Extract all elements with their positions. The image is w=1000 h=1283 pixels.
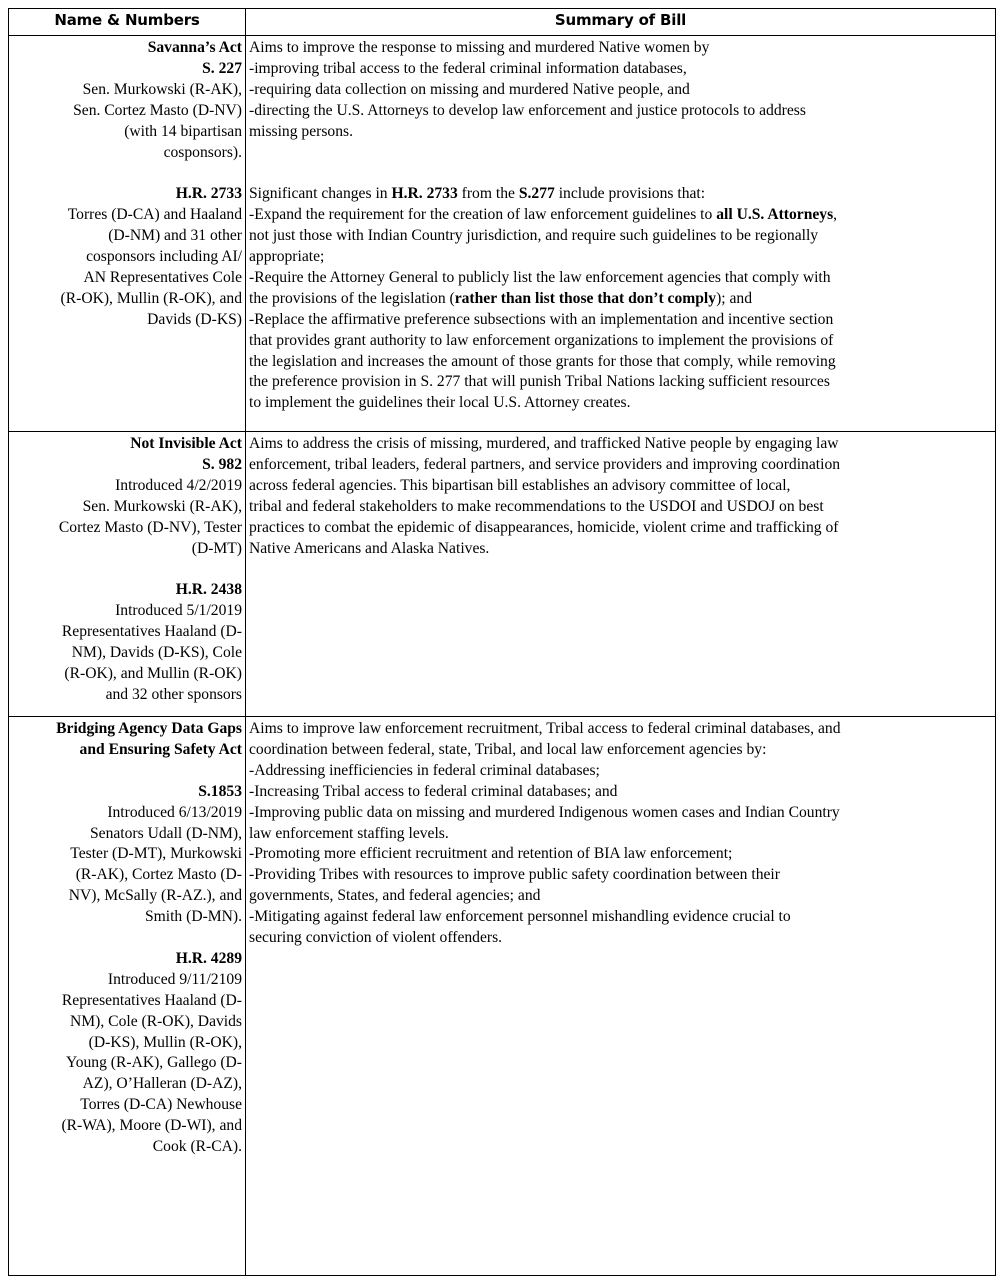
bill-names-cell (9, 717, 246, 1276)
bill-summary-cell (246, 717, 996, 1276)
sponsor-line: (R-OK), Mullin (R-OK), and (60, 289, 242, 307)
summary-line (249, 247, 992, 268)
text-segment: law enforcement staffing levels. (249, 824, 449, 842)
text-segment: -directing the U.S. Attorneys to develop law enforcement and justice protocols to address (249, 101, 806, 119)
summary-line (249, 928, 992, 949)
text-segment: ); and (716, 289, 753, 307)
text-segment: enforcement, tribal leaders, federal partners, and service providers and improving coordination (249, 455, 841, 473)
text-segment: Native Americans and Alaska Natives. (249, 539, 490, 557)
text-segment: Significant changes in (249, 185, 392, 203)
text-segment: securing conviction of violent offenders. (249, 929, 503, 947)
text-segment: -Promoting more efficient recruitment and retention of BIA law enforcement; (249, 845, 733, 863)
text-segment: that provides grant authority to law enforcement organizations to implement the provisions of (249, 331, 834, 349)
sponsor-line: (D-MT) (191, 539, 242, 557)
summary-line (249, 886, 992, 907)
text-segment: practices to combat the epidemic of disappearances, homicide, violent crime and trafficking of (249, 518, 839, 536)
sponsor-line: Senators Udall (D-NM), (89, 824, 242, 842)
bill-title-line: H.R. 2733 (175, 185, 242, 203)
summary-line (249, 122, 992, 143)
sponsor-line: Cortez Masto (D-NV), Tester (58, 518, 242, 536)
spacer (12, 928, 242, 949)
sponsor-line: NM), Davids (D-KS), Cole (71, 644, 242, 662)
text-segment: governments, States, and federal agencies; and (249, 887, 541, 905)
sponsor-line: Torres (D-CA) and Haaland (67, 206, 242, 224)
text-segment: -Expand the requirement for the creation of law enforcement guidelines to (249, 206, 717, 224)
sponsor-line: (R-AK), Cortez Masto (D- (75, 866, 242, 884)
sponsor-line: Sen. Murkowski (R-AK), (82, 497, 242, 515)
summary-line (249, 740, 992, 761)
sponsor-line: Sen. Murkowski (R-AK), (82, 80, 242, 98)
summary-line (249, 372, 992, 393)
sponsor-line: Smith (D-MN). (144, 908, 242, 926)
summary-line (249, 844, 992, 865)
summary-line (249, 761, 992, 782)
header-summary-of-bill: Summary of Bill (246, 9, 996, 36)
bill-title-line: and Ensuring Safety Act (79, 740, 242, 758)
summary-line (249, 824, 992, 845)
summary-line (249, 497, 992, 518)
spacer (12, 163, 242, 184)
summary-line (249, 38, 992, 59)
text-segment: -improving tribal access to the federal criminal information databases, (249, 59, 687, 77)
text-segment: tribal and federal stakeholders to make recommendations to the USDOI and USDOJ on best (249, 497, 824, 515)
sponsor-line: Davids (D-KS) (147, 310, 242, 328)
text-segment: -requiring data collection on missing and murdered Native people, and (249, 80, 690, 98)
spacer (12, 559, 242, 580)
text-segment: -Replace the affirmative preference subsections with an implementation and incentive section (249, 310, 834, 328)
sponsor-line: Representatives Haaland (D- (61, 991, 242, 1009)
bill-names-cell (9, 36, 246, 432)
summary-line (249, 865, 992, 886)
bill-title-line: S. 227 (202, 59, 242, 77)
text-segment: -Increasing Tribal access to federal criminal databases; and (249, 782, 618, 800)
summary-line (249, 184, 992, 205)
summary-line (249, 289, 992, 310)
summary-line (249, 226, 992, 247)
sponsor-line: (D-NM) and 31 other (108, 227, 242, 245)
text-segment: Aims to address the crisis of missing, murdered, and trafficked Native people by engaging law (249, 435, 839, 452)
bold-text: rather than list those that don’t comply (454, 289, 717, 307)
bold-text: H.R. 2733 (391, 185, 458, 203)
sponsor-line: Young (R-AK), Gallego (D- (66, 1054, 242, 1072)
sponsor-line: Torres (D-CA) Newhouse (80, 1096, 242, 1114)
bill-title-line: Savanna’s Act (147, 39, 242, 56)
text-segment: from the (457, 185, 519, 203)
summary-line (249, 310, 992, 331)
bill-title-line: H.R. 2438 (175, 581, 242, 599)
sponsor-line: Introduced 9/11/2109 (107, 970, 242, 988)
text-segment: -Require the Attorney General to publicly list the law enforcement agencies that comply with (249, 268, 831, 286)
sponsor-line: Introduced 5/1/2019 (115, 602, 242, 620)
text-segment: to implement the guidelines their local U.S. Attorney creates. (249, 394, 631, 412)
summary-line (249, 393, 992, 414)
summary-line (249, 518, 992, 539)
summary-line (249, 59, 992, 80)
text-segment: include provisions that: (554, 185, 706, 203)
spacer (12, 761, 242, 782)
summary-line (249, 352, 992, 373)
sponsor-line: and 32 other sponsors (105, 685, 242, 703)
sponsor-line: cosponsors including AI/ (86, 248, 242, 266)
spacer (249, 163, 992, 184)
sponsor-line: (with 14 bipartisan (124, 122, 242, 140)
summary-line (249, 434, 992, 455)
spacer (249, 143, 992, 164)
sponsor-line: AZ), O’Halleran (D-AZ), (82, 1075, 242, 1093)
summary-line (249, 803, 992, 824)
bill-title-line: S. 982 (202, 455, 242, 473)
text-segment: not just those with Indian Country jurisdiction, and require such guidelines to be regionally (249, 227, 819, 245)
summary-line (249, 539, 992, 560)
summary-line (249, 782, 992, 803)
sponsor-line: Introduced 6/13/2019 (107, 803, 242, 821)
header-row (9, 9, 996, 36)
sponsor-line: Tester (D-MT), Murkowski (70, 845, 242, 863)
summary-line (249, 205, 992, 226)
bill-row-savannas-act (9, 36, 996, 432)
bill-names-cell (9, 432, 246, 717)
text-segment: -Mitigating against federal law enforcement personnel mishandling evidence crucial to (249, 908, 791, 926)
sponsor-line: Cook (R-CA). (152, 1138, 242, 1156)
bill-row-not-invisible-act (9, 432, 996, 717)
sponsor-line: (D-KS), Mullin (R-OK), (88, 1033, 242, 1051)
text-segment: Aims to improve law enforcement recruitment, Tribal access to federal criminal databases, and (249, 720, 841, 737)
text-segment: the provisions of the legislation ( (249, 289, 455, 307)
table-body (9, 36, 996, 1276)
bill-title-line: H.R. 4289 (175, 949, 242, 967)
summary-line (249, 101, 992, 122)
bill-title-line: Not Invisible Act (130, 435, 242, 452)
bill-title-line: S.1853 (198, 782, 242, 800)
bill-summary-cell (246, 432, 996, 717)
summary-line (249, 268, 992, 289)
bills-table (8, 8, 996, 1276)
summary-line (249, 455, 992, 476)
sponsor-line: AN Representatives Cole (83, 268, 242, 286)
text-segment: the legislation and increases the amount of those grants for those that comply, while removing (249, 352, 836, 370)
sponsor-line: (R-WA), Moore (D-WI), and (61, 1117, 242, 1135)
sponsor-line: Sen. Cortez Masto (D-NV) (73, 101, 242, 119)
summary-line (249, 331, 992, 352)
summary-line (249, 719, 992, 740)
text-segment: coordination between federal, state, Tribal, and local law enforcement agencies by: (249, 740, 767, 758)
header-name-numbers: Name & Numbers (9, 9, 246, 36)
sponsor-line: cosponsors). (163, 143, 242, 161)
bill-row-bridging-agency-data-gaps (9, 717, 996, 1276)
text-segment: -Providing Tribes with resources to improve public safety coordination between their (249, 866, 780, 884)
summary-line (249, 476, 992, 497)
summary-line (249, 907, 992, 928)
sponsor-line: Introduced 4/2/2019 (115, 476, 242, 494)
text-segment: Aims to improve the response to missing and murdered Native women by (249, 39, 710, 56)
bold-text: S.277 (518, 185, 555, 203)
text-segment: appropriate; (249, 248, 325, 266)
text-segment: -Addressing inefficiencies in federal criminal databases; (249, 761, 600, 779)
summary-line (249, 80, 992, 101)
sponsor-line: Representatives Haaland (D- (61, 623, 242, 641)
sponsor-line: NV), McSally (R-AZ.), and (68, 887, 242, 905)
bill-summary-cell (246, 36, 996, 432)
text-segment: across federal agencies. This bipartisan bill establishes an advisory committee of local, (249, 476, 791, 494)
text-segment: , (833, 206, 838, 224)
bill-title-line: Bridging Agency Data Gaps (56, 720, 242, 737)
sponsor-line: (R-OK), and Mullin (R-OK) (64, 664, 242, 682)
sponsor-line: NM), Cole (R-OK), Davids (70, 1012, 242, 1030)
text-segment: missing persons. (249, 122, 353, 140)
text-segment: -Improving public data on missing and murdered Indigenous women cases and Indian Country (249, 803, 840, 821)
bold-text: all U.S. Attorneys (716, 206, 834, 224)
text-segment: the preference provision in S. 277 that will punish Tribal Nations lacking sufficient resources (249, 373, 830, 391)
